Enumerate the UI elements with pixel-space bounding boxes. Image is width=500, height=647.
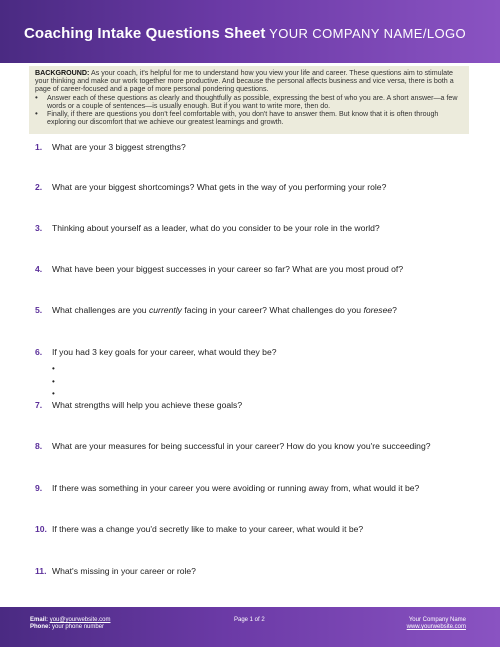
question-number: 6.	[35, 347, 43, 357]
question-number: 2.	[35, 182, 43, 192]
question-3	[35, 223, 380, 233]
page-header	[0, 0, 500, 63]
question-9	[35, 483, 419, 493]
page-footer	[0, 607, 500, 647]
question-text: If you had 3 key goals for your career, what would they be?	[52, 347, 277, 357]
footer-contact	[30, 617, 110, 631]
background-bullet-list	[35, 94, 463, 127]
goal-bullet-list	[52, 363, 55, 401]
background-intro	[35, 69, 463, 94]
background-label: BACKGROUND:	[35, 69, 90, 77]
question-10	[35, 524, 363, 534]
document-title: Coaching Intake Questions Sheet	[24, 25, 266, 42]
question-number: 1.	[35, 142, 43, 152]
question-8	[35, 441, 431, 451]
question-4	[35, 264, 403, 274]
question-text: If there was a change you'd secretly like to make to your career, what would it be?	[52, 524, 364, 534]
question-number: 3.	[35, 223, 43, 233]
question-text-end: ?	[392, 305, 397, 315]
email-link[interactable]: you@yourwebsite.com	[49, 617, 111, 623]
question-number: 7.	[35, 400, 43, 410]
question-1	[35, 142, 186, 152]
background-intro-text: As your coach, it's helpful for me to understand how you view your life and career. These questions aim to stimulate your thinking and make our work together more productive. And because the personal affects business and vice versa, there is both a page of career-focused and a page of more personal pondering questions.	[35, 69, 454, 94]
question-text-middle: facing in your career? What challenges do you	[181, 305, 364, 315]
phone-label: Phone:	[30, 624, 51, 630]
question-text: What strengths will help you achieve these goals?	[52, 400, 243, 410]
footer-company-name: Your Company Name	[408, 617, 466, 623]
question-number: 4.	[35, 264, 43, 274]
question-5	[35, 305, 397, 315]
question-text: What have been your biggest successes in your career so far? What are you most proud of?	[52, 264, 404, 274]
question-text: What's missing in your career or role?	[52, 566, 196, 576]
page-number: Page 1 of 2	[234, 617, 265, 623]
question-number: 5.	[35, 305, 43, 315]
goal-bullet: •	[52, 389, 55, 398]
question-emphasis-currently: currently	[148, 305, 182, 315]
company-logo-placeholder: YOUR COMPANY NAME/LOGO	[269, 26, 466, 41]
background-bullet: • Finally, if there are questions you don't feel comfortable with, you don't have to answer them. But know that it is often through exploring our discomfort that we achieve our greatest learnings and growth.	[35, 110, 463, 126]
question-6	[35, 347, 277, 357]
goal-bullet: •	[52, 364, 55, 373]
footer-company	[407, 617, 466, 631]
background-box	[29, 66, 469, 134]
question-text: What are your 3 biggest strengths?	[52, 142, 186, 152]
phone-value: your phone number	[52, 624, 105, 630]
email-label: Email:	[30, 617, 49, 623]
question-text: What are your measures for being successful in your career? How do you know you're succeeding?	[52, 441, 431, 451]
question-text: Thinking about yourself as a leader, what do you consider to be your role in the world?	[52, 223, 380, 233]
question-2	[35, 182, 386, 192]
question-7	[35, 400, 242, 410]
background-bullet: • Answer each of these questions as clearly and thoughtfully as possible, expressing the best of who you are. A short answer—a few words or a couple of sentences—is usually enough. But if you want to write more, then do.	[35, 94, 463, 110]
question-text-start: What challenges are you	[52, 305, 149, 315]
question-number: 8.	[35, 441, 43, 451]
goal-bullet: •	[52, 376, 55, 386]
question-text: What are your biggest shortcomings? What gets in the way of you performing your role?	[52, 182, 387, 192]
question-text: If there was something in your career you were avoiding or running away from, what would it be?	[52, 483, 420, 493]
question-emphasis-foresee: foresee	[363, 305, 393, 315]
question-11	[35, 566, 196, 576]
question-number: 9.	[35, 483, 43, 493]
question-number: 10.	[35, 524, 47, 534]
question-number: 11.	[35, 566, 47, 576]
website-link[interactable]: www.yourwebsite.com	[406, 624, 466, 630]
